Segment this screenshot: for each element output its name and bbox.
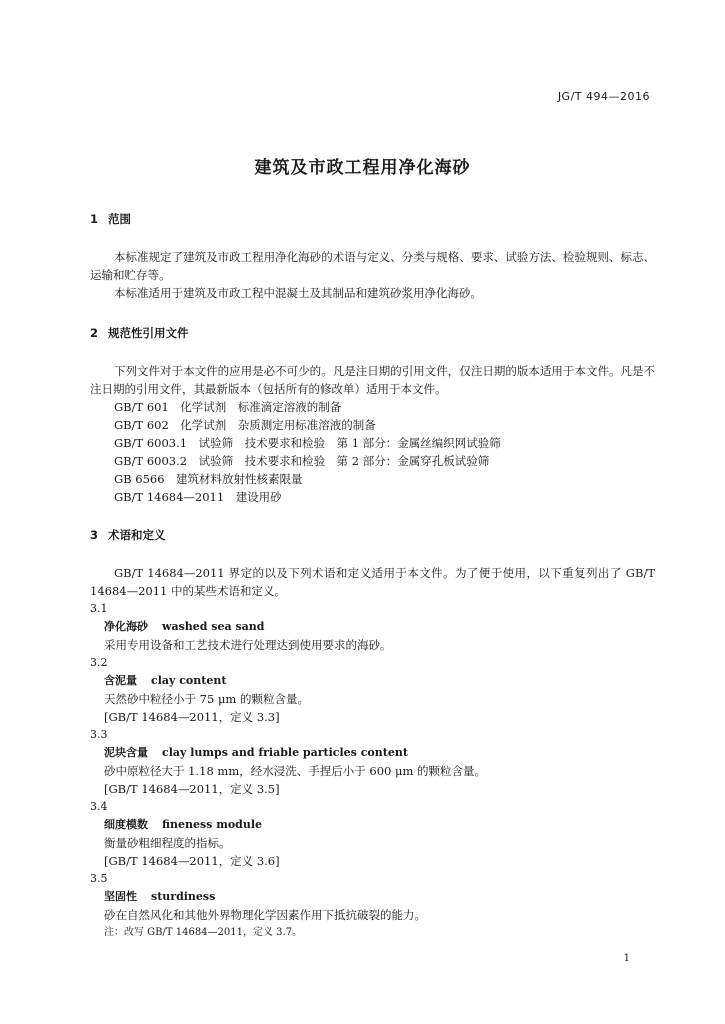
term-entry bbox=[90, 798, 655, 870]
paragraph: 本标准适用于建筑及市政工程中混凝土及其制品和建筑砂浆用净化海砂。 bbox=[114, 286, 482, 300]
section-heading bbox=[90, 324, 655, 342]
term-definition: 砂在自然风化和其他外界物理化学因素作用下抵抗破裂的能力。 bbox=[104, 908, 426, 922]
term-name-cn: 泥块含量 bbox=[104, 746, 148, 759]
term-name-en: clay content bbox=[151, 674, 227, 687]
term-entry bbox=[90, 870, 655, 942]
standard-code: JG/T 494—2016 bbox=[557, 90, 650, 103]
term-name-cn: 坚固性 bbox=[104, 890, 137, 903]
term-source: [GB/T 14684—2011，定义 3.6] bbox=[104, 854, 280, 868]
section-number: 1 bbox=[90, 212, 99, 226]
term-name-en: fineness module bbox=[162, 818, 263, 831]
term-name-en: clay lumps and friable particles content bbox=[162, 746, 408, 759]
term-definition: 天然砂中粒径小于 75 μm 的颗粒含量。 bbox=[104, 692, 309, 706]
term-number: 3.3 bbox=[90, 728, 108, 741]
term-number: 3.1 bbox=[90, 602, 108, 615]
section-number: 3 bbox=[90, 528, 99, 542]
term-number: 3.4 bbox=[90, 800, 108, 813]
term-name bbox=[90, 744, 655, 762]
term-number: 3.5 bbox=[90, 872, 108, 885]
reference-item: GB/T 601 化学试剂 标准滴定溶液的制备 bbox=[114, 400, 342, 414]
reference-item: GB/T 602 化学试剂 杂质测定用标准溶液的制备 bbox=[114, 418, 376, 432]
term-source: [GB/T 14684—2011，定义 3.3] bbox=[104, 710, 280, 724]
term-note: 注：改写 GB/T 14684—2011，定义 3.7。 bbox=[104, 927, 303, 938]
term-name bbox=[90, 816, 655, 834]
term-entry bbox=[90, 726, 655, 798]
reference-item: GB 6566 建筑材料放射性核素限量 bbox=[114, 472, 303, 486]
section-scope bbox=[90, 210, 655, 302]
reference-item: GB/T 14684—2011 建设用砂 bbox=[114, 490, 282, 504]
section-normative-references bbox=[90, 324, 655, 506]
page-number: 1 bbox=[623, 953, 630, 964]
reference-item: GB/T 6003.1 试验筛 技术要求和检验 第 1 部分：金属丝编织网试验筛 bbox=[114, 436, 501, 450]
term-number: 3.2 bbox=[90, 656, 108, 669]
term-name-cn: 净化海砂 bbox=[104, 620, 148, 633]
term-definition: 衡量砂粗细程度的指标。 bbox=[104, 836, 231, 850]
term-name bbox=[90, 672, 655, 690]
reference-item: GB/T 6003.2 试验筛 技术要求和检验 第 2 部分：金属穿孔板试验筛 bbox=[114, 454, 490, 468]
section-heading bbox=[90, 210, 655, 228]
term-source: [GB/T 14684—2011，定义 3.5] bbox=[104, 782, 280, 796]
paragraph: 本标准规定了建筑及市政工程用净化海砂的术语与定义、分类与规格、要求、试验方法、检验规则、标志、运输和贮存等。 bbox=[90, 250, 655, 282]
term-definition: 砂中原粒径大于 1.18 mm，经水浸洗、手捏后小于 600 μm 的颗粒含量。 bbox=[104, 764, 487, 778]
section-terms-definitions bbox=[90, 526, 655, 942]
term-name bbox=[90, 888, 655, 906]
paragraph: GB/T 14684—2011 界定的以及下列术语和定义适用于本文件。为了便于使用，以下重复列出了 GB/T 14684—2011 中的某些术语和定义。 bbox=[90, 566, 655, 598]
section-number: 2 bbox=[90, 326, 99, 340]
term-definition: 采用专用设备和工艺技术进行处理达到使用要求的海砂。 bbox=[104, 638, 392, 652]
document-title: 建筑及市政工程用净化海砂 bbox=[254, 158, 471, 178]
term-entry bbox=[90, 654, 655, 726]
document-body bbox=[90, 210, 655, 942]
term-name-en: sturdiness bbox=[151, 890, 216, 903]
section-heading bbox=[90, 526, 655, 544]
paragraph: 下列文件对于本文件的应用是必不可少的。凡是注日期的引用文件，仅注日期的版本适用于本文件。凡是不注日期的引用文件，其最新版本（包括所有的修改单）适用于本文件。 bbox=[90, 364, 655, 396]
term-name-cn: 含泥量 bbox=[104, 674, 137, 687]
term-name-en: washed sea sand bbox=[162, 620, 265, 633]
section-title: 规范性引用文件 bbox=[108, 326, 189, 340]
section-title: 术语和定义 bbox=[108, 528, 166, 542]
term-name-cn: 细度模数 bbox=[104, 818, 148, 831]
term-entry bbox=[90, 600, 655, 654]
section-title: 范围 bbox=[108, 212, 131, 226]
term-name bbox=[90, 618, 655, 636]
